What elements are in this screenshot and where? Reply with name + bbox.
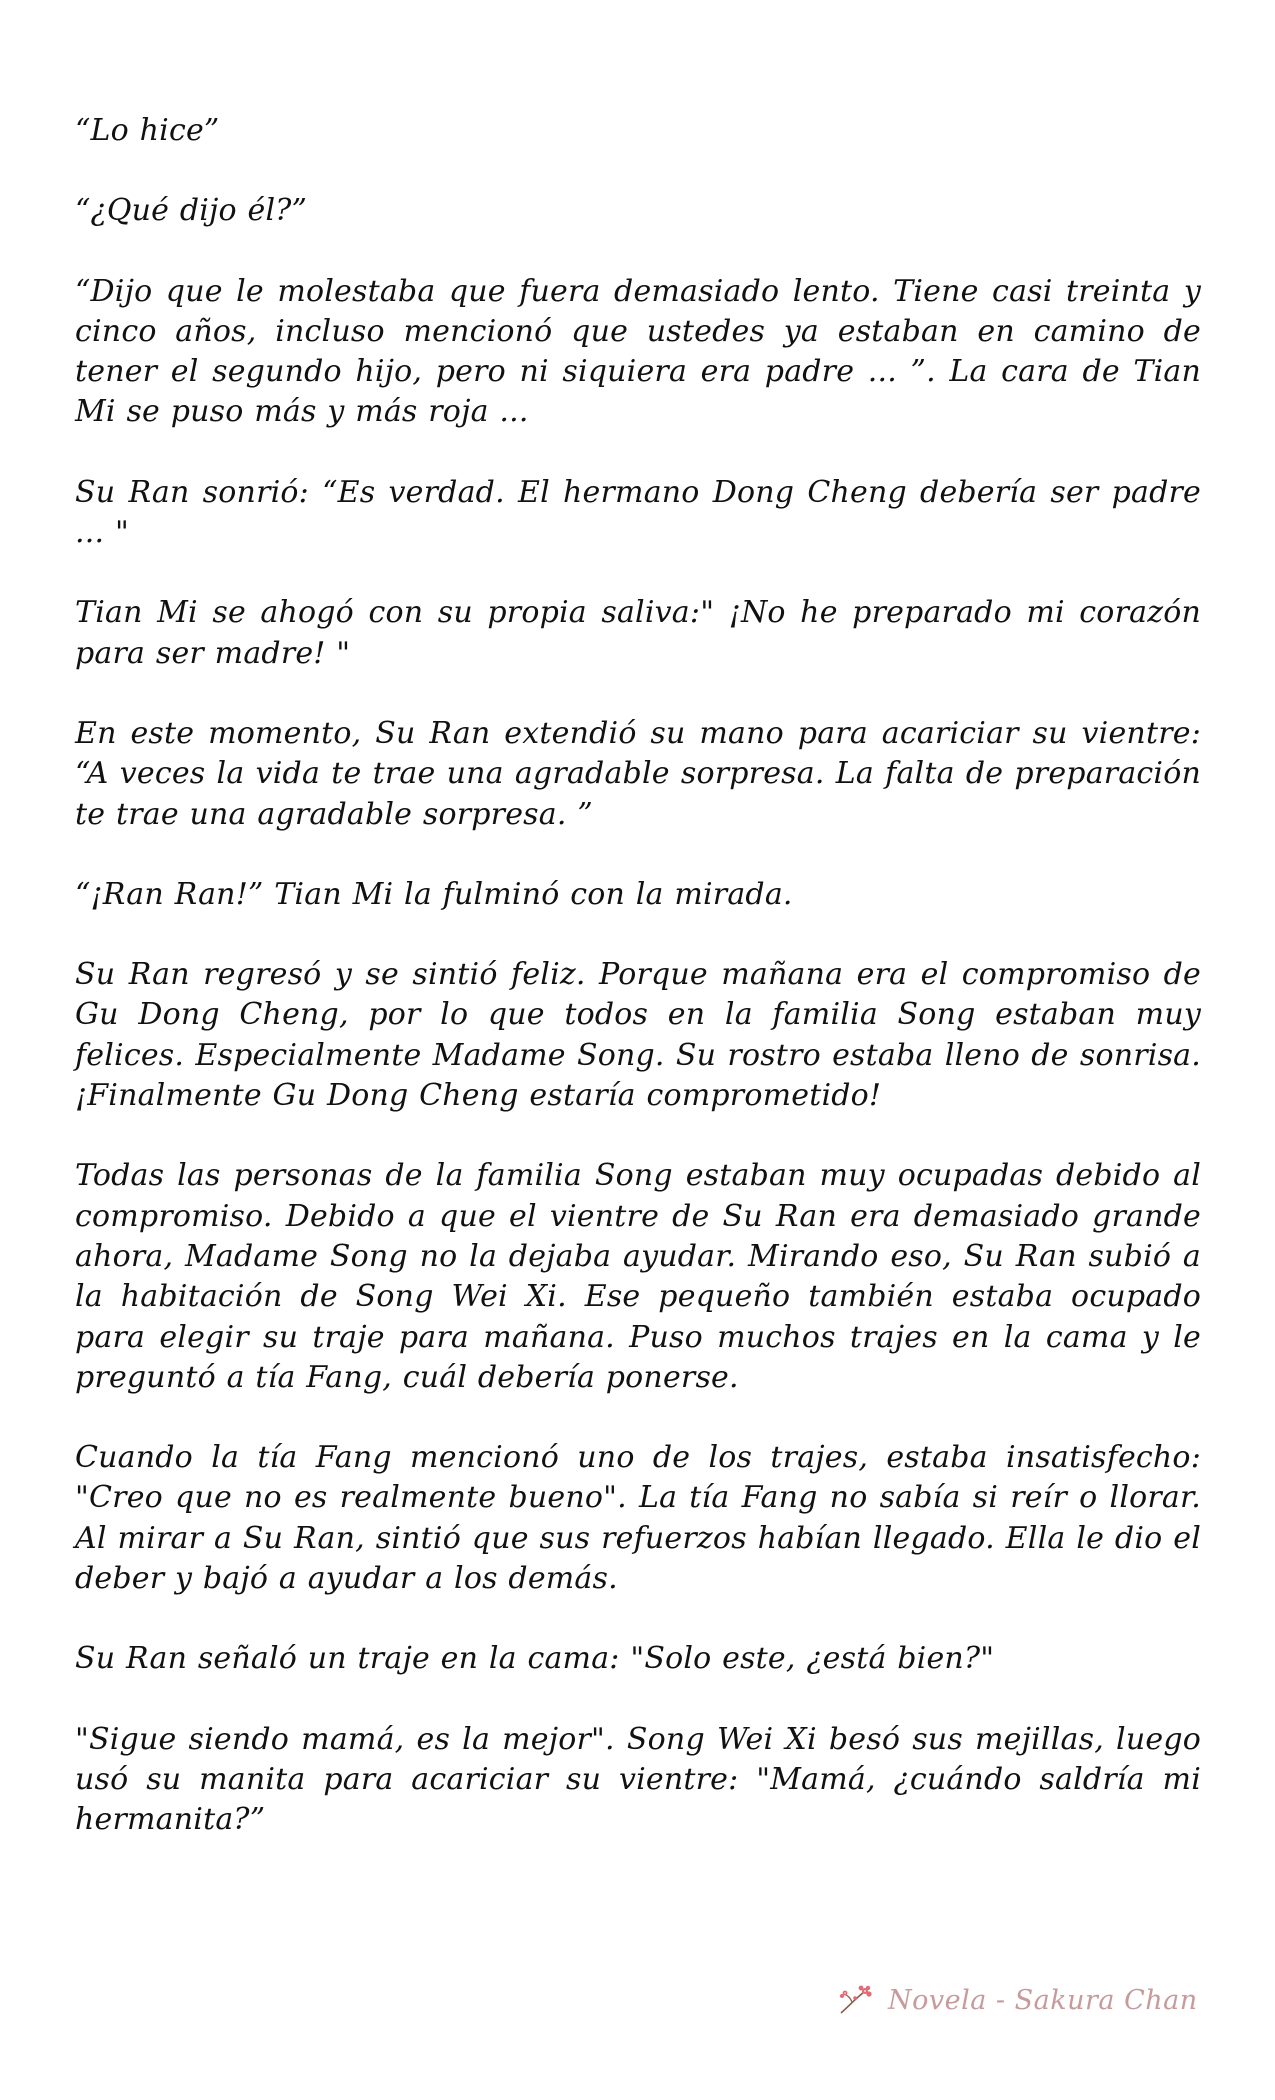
paragraph-8: Su Ran regresó y se sintió feliz. Porque mañana era el compromiso de Gu Dong Cheng, por lo que todos en la familia Song estaban muy felices. Especialmente Madame Song. Su rostro estaba lleno de sonrisa. ¡Finalmente Gu Dong Cheng estaría comprometido! xyxy=(75,957,1201,1114)
paragraph-7: “¡Ran Ran!” Tian Mi la fulminó con la mirada. xyxy=(75,876,793,912)
paragraph-4: Su Ran sonrió: “Es verdad. El hermano Dong Cheng debería ser padre ... " xyxy=(75,474,1201,551)
paragraph-12: "Sigue siendo mamá, es la mejor". Song Wei Xi besó sus mejillas, luego usó su manita para acariciar su vientre: "Mamá, ¿cuándo saldría mi hermanita?” xyxy=(75,1721,1201,1838)
paragraph-6: En este momento, Su Ran extendió su mano para acariciar su vientre: “A veces la vida te trae una agradable sorpresa. La falta de preparación te trae una agradable sorpresa. ” xyxy=(75,715,1201,832)
cherry-blossom-icon xyxy=(838,1983,876,2017)
watermark-text: Novela - Sakura Chan xyxy=(888,1984,1198,2016)
paragraph-5: Tian Mi se ahogó con su propia saliva:" ¡No he preparado mi corazón para ser madre! " xyxy=(75,595,1201,671)
paragraph-2: “¿Qué dijo él?” xyxy=(75,193,308,229)
story-text xyxy=(75,111,1201,1881)
paragraph-10: Cuando la tía Fang mencionó uno de los trajes, estaba insatisfecho: "Creo que no es realmente bueno". La tía Fang no sabía si reír o llorar. Al mirar a Su Ran, sintió que sus refuerzos habían llegado. Ella le dio el deber y bajó a ayudar a los demás. xyxy=(75,1440,1201,1597)
paragraph-3: “Dijo que le molestaba que fuera demasiado lento. Tiene casi treinta y cinco años, incluso mencionó que ustedes ya estaban en camino de tener el segundo hijo, pero ni siquiera era padre ... ”. La cara de Tian Mi se puso más y más roja ... xyxy=(75,273,1201,430)
paragraph-1: “Lo hice” xyxy=(75,113,220,148)
watermark xyxy=(838,1983,1198,2017)
paragraph-9: Todas las personas de la familia Song estaban muy ocupadas debido al compromiso. Debido a que el vientre de Su Ran era demasiado grande ahora, Madame Song no la dejaba ayudar. Mirando eso, Su Ran subió a la habitación de Song Wei Xi. Ese pequeño también estaba ocupado para elegir su traje para mañana. Puso muchos trajes en la cama y le preguntó a tía Fang, cuál debería ponerse. xyxy=(75,1158,1201,1395)
paragraph-11: Su Ran señaló un traje en la cama: "Solo este, ¿está bien?" xyxy=(75,1641,995,1677)
